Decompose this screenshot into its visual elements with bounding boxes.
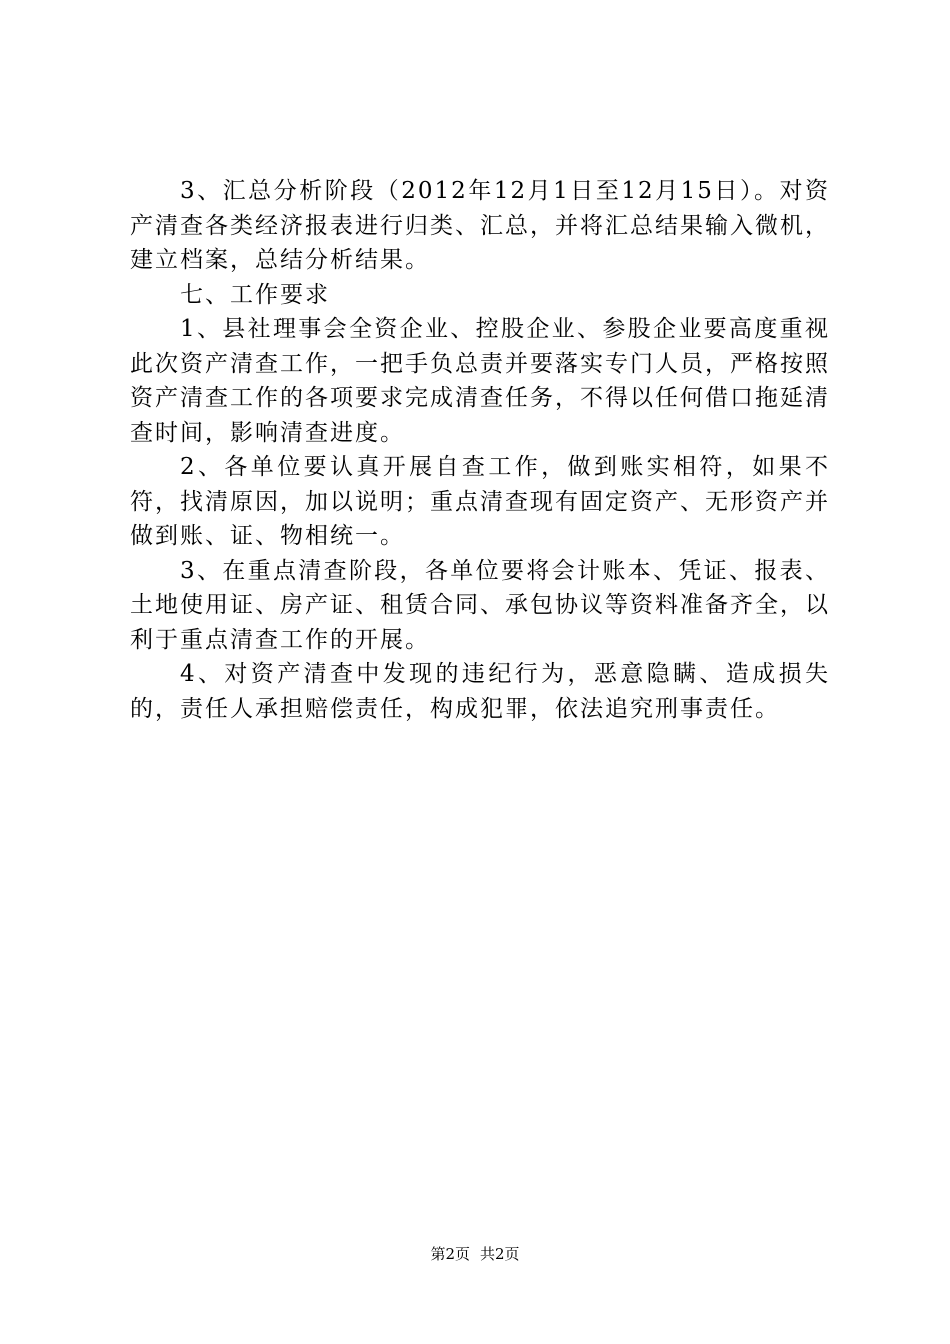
paragraph-requirement-4: 4、对资产清查中发现的违纪行为，恶意隐瞒、造成损失的，责任人承担赔偿责任，构成犯罪，依法追究刑事责任。 (130, 661, 830, 722)
section-heading-work-requirements: 七、工作要求 (180, 281, 330, 308)
paragraph-requirement-2: 2、各单位要认真开展自查工作，做到账实相符，如果不符，找清原因，加以说明；重点清查现有固定资产、无形资产并做到账、证、物相统一。 (130, 454, 830, 549)
paragraph-summary-stage: 3、汇总分析阶段（2012年12月1日至12月15日）。对资产清查各类经济报表进行归类、汇总，并将汇总结果输入微机，建立档案，总结分析结果。 (130, 178, 830, 273)
page-number: 第2页 (430, 1245, 470, 1263)
document-body (130, 174, 830, 726)
page-footer (0, 1244, 950, 1264)
paragraph-requirement-1: 1、县社理事会全资企业、控股企业、参股企业要高度重视此次资产清查工作，一把手负总责并要落实专门人员，严格按照资产清查工作的各项要求完成清查任务，不得以任何借口拖延清查时间，影响清查进度。 (130, 316, 830, 446)
page-total: 共2页 (480, 1245, 520, 1263)
paragraph-requirement-3: 3、在重点清查阶段，各单位要将会计账本、凭证、报表、土地使用证、房产证、租赁合同、承包协议等资料准备齐全，以利于重点清查工作的开展。 (130, 557, 830, 653)
